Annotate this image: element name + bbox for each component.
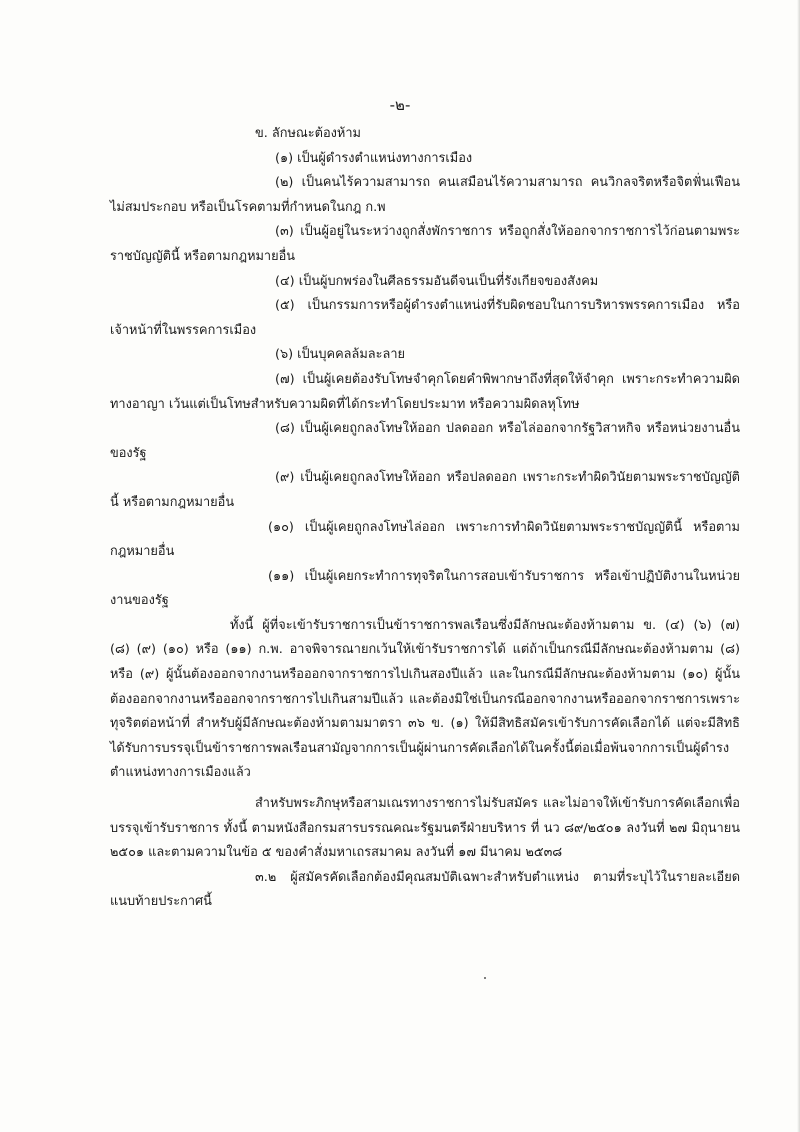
prohibition-item-7: (๗) เป็นผู้เคยต้องรับโทษจำคุกโดยคำพิพากษาถึงที่สุดให้จำคุก เพราะกระทำความผิดทางอาญา เว้นแต่เป็นโทษสำหรับความผิดที่ได้กระทำโดยประมาท หรือความผิดลหุโทษ [110, 371, 740, 412]
prohibition-item-4: (๔) เป็นผู้บกพร่องในศีลธรรมอันดีจนเป็นที่รังเกียจของสังคม [275, 273, 599, 289]
prohibition-item-10: (๑๐) เป็นผู้เคยถูกลงโทษไล่ออก เพราะการทำผิดวินัยตามพระราชบัญญัตินี้ หรือตามกฎหมายอื่น [110, 519, 740, 560]
prohibition-item-5: (๕) เป็นกรรมการหรือผู้ดำรงตำแหน่งที่รับผิดชอบในการบริหารพรรคการเมือง หรือเจ้าหน้าที่ในพรรคการเมือง [110, 298, 740, 338]
prohibition-item-6: (๖) เป็นบุคคลล้มละลาย [275, 347, 406, 363]
monks-paragraph: สำหรับพระภิกษุหรือสามเณรทางราชการไม่รับสมัคร และไม่อาจให้เข้ารับการคัดเลือกเพื่อบรรจุเข้ารับราชการ ทั้งนี้ ตามหนังสือกรมสารบรรณคณะรัฐมนตรีฝ่ายบริหาร ที่ นว ๘๙/๒๕๐๑ ลงวันที่ ๒๗ มิถุนายน ๒๕๐๑ และตามความในข้อ ๕ ของคำสั่งมหาเถรสมาคม ลงวันที่ ๑๗ มีนาคม ๒๕๓๘ [110, 796, 740, 861]
scan-speck [484, 977, 486, 979]
prohibition-item-2: (๒) เป็นคนไร้ความสามารถ คนเสมือนไร้ความสามารถ คนวิกลจริตหรือจิตฟั่นเฟือนไม่สมประกอบ หรือเป็นโรคตามที่กำหนดในกฎ ก.พ [110, 175, 740, 215]
section-heading: ข. ลักษณะต้องห้าม [255, 126, 361, 141]
exception-paragraph: ทั้งนี้ ผู้ที่จะเข้ารับราชการเป็นข้าราชการพลเรือนซึ่งมีลักษณะต้องห้ามตาม ข. (๔) (๖) (๗) (๘) (๙) (๑๐) หรือ (๑๑) ก.พ. อาจพิจารณายกเว้นให้เข้ารับราชการได้ แต่ถ้าเป็นกรณีมีลักษณะต้องห้ามตาม (๘) หรือ (๙) ผู้นั้นต้องออกจากงานหรือออกจากราชการไปเกินสองปีแล้ว และในกรณีมีลักษณะต้องห้ามตาม (๑๐) ผู้นั้นต้องออกจากงานหรือออกจากราชการไปเกินสามปีแล้ว และต้องมิใช่เป็นกรณีออกจากงานหรือออกจากราชการเพราะทุจริตต่อหน้าที่ สำหรับผู้มีลักษณะต้องห้ามตามมาตรา ๓๖ ข. (๑) ให้มีสิทธิสมัครเข้ารับการคัดเลือกได้ แต่จะมีสิทธิได้รับการบรรจุเป็นข้าราชการพลเรือนสามัญจากการเป็นผู้ผ่านการคัดเลือกได้ในครั้งนี้ต่อเมื่อพ้นจากการเป็นผู้ดำรงตำแหน่งทางการเมืองแล้ว [110, 617, 740, 781]
page-number: -๒- [389, 96, 411, 114]
prohibition-item-3: (๓) เป็นผู้อยู่ในระหว่างถูกสั่งพักราชการ หรือถูกสั่งให้ออกจากราชการไว้ก่อนตามพระราชบัญญัตินี้ หรือตามกฎหมายอื่น [110, 224, 740, 264]
section-3-2-paragraph: ๓.๒ ผู้สมัครคัดเลือกต้องมีคุณสมบัติเฉพาะสำหรับตำแหน่ง ตามที่ระบุไว้ในรายละเอียดแนบท้ายประกาศนี้ [110, 869, 740, 910]
prohibition-item-8: (๘) เป็นผู้เคยถูกลงโทษให้ออก ปลดออก หรือไล่ออกจากรัฐวิสาหกิจ หรือหน่วยงานอื่นของรัฐ [110, 421, 740, 461]
document-body [110, 122, 740, 915]
prohibition-item-11: (๑๑) เป็นผู้เคยกระทำการทุจริตในการสอบเข้ารับราชการ หรือเข้าปฏิบัติงานในหน่วยงานของรัฐ [110, 568, 740, 609]
prohibition-item-9: (๙) เป็นผู้เคยถูกลงโทษให้ออก หรือปลดออก เพราะกระทำผิดวินัยตามพระราชบัญญัตินี้ หรือตามกฎหมายอื่น [110, 470, 740, 510]
prohibition-item-1: (๑) เป็นผู้ดำรงตำแหน่งทางการเมือง [275, 150, 473, 166]
